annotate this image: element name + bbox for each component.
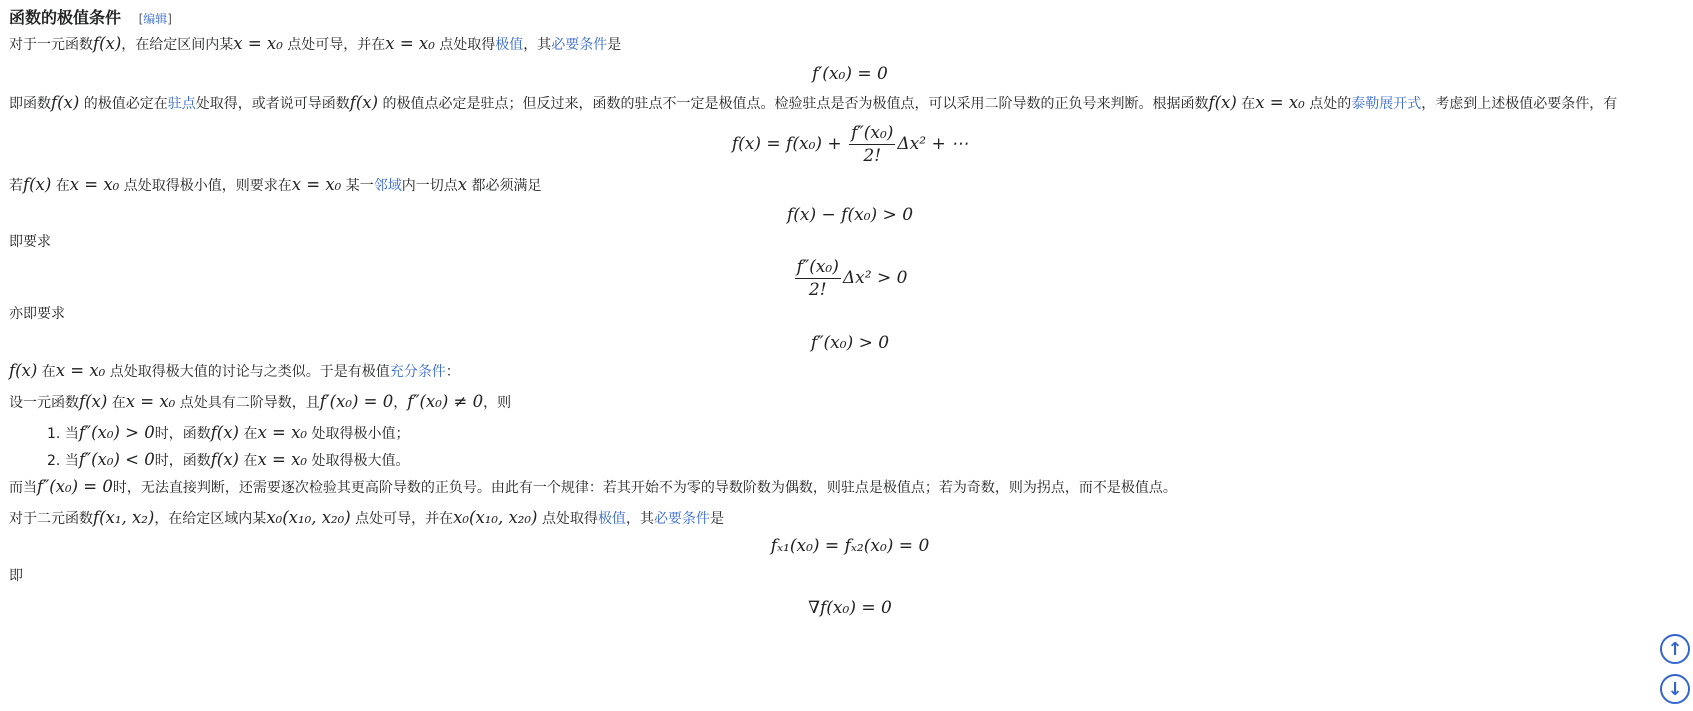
paragraph-3: 若f(x) 在x = x₀ 点处取得极小值，则要求在x = x₀ 某一邻域内一切点x 都必须满足 — [9, 175, 542, 194]
list-item: 2. 当f″(x₀) < 0时，函数f(x) 在x = x₀ 处取得极大值。 — [47, 450, 410, 469]
scroll-up-button[interactable] — [1660, 634, 1690, 664]
link-necessary-condition[interactable]: 必要条件 — [551, 37, 608, 53]
equation-1: f′(x₀) = 0 — [812, 64, 888, 84]
scroll-down-button[interactable] — [1660, 674, 1690, 704]
sufficient-conditions-list — [9, 423, 1679, 471]
equation-7: ∇f(x₀) = 0 — [808, 598, 892, 618]
paragraph-2: 即函数f(x) 的极值必定在驻点处取得，或者说可导函数f(x) 的极值点必定是驻点；但反过来，函数的驻点不一定是极值点。检验驻点是否为极值点，可以采用二阶导数的正负号来判断。根据函数f(x) 在x = x₀ 点处的泰勒展开式，考虑到上述极值必要条件，有 — [9, 93, 1618, 112]
list-item: 1. 当f″(x₀) > 0时，函数f(x) 在x = x₀ 处取得极小值； — [47, 423, 410, 442]
link-extremum-2[interactable]: 极值 — [597, 511, 626, 527]
arrow-up-icon: ↑ — [1667, 638, 1683, 660]
equation-3: f(x) − f(x₀) > 0 — [786, 205, 914, 225]
paragraph-5: 亦即要求 — [9, 306, 65, 322]
paragraph-9: 对于二元函数f(x₁, x₂)，在给定区域内某x₀(x₁₀, x₂₀) 点处可导，并在x₀(x₁₀, x₂₀) 点处取得极值，其必要条件是 — [9, 508, 724, 527]
equation-5: f″(x₀) > 0 — [810, 333, 890, 353]
link-extremum[interactable]: 极值 — [495, 37, 524, 53]
paragraph-8: 而当f″(x₀) = 0时，无法直接判断，还需要逐次检验其更高阶导数的正负号。由此有一个规律：若其开始不为零的导数阶数为偶数，则驻点是极值点；若为奇数，则为拐点，而不是极值点。 — [9, 477, 1177, 496]
link-taylor-expansion[interactable]: 泰勒展开式 — [1351, 96, 1422, 112]
paragraph-7: 设一元函数f(x) 在x = x₀ 点处具有二阶导数，且f′(x₀) = 0，f″(x₀) ≠ 0，则 — [9, 392, 512, 411]
equation-6: fₓ₁(x₀) = fₓ₂(x₀) = 0 — [770, 536, 930, 556]
arrow-down-icon: ↓ — [1667, 678, 1683, 700]
paragraph-10: 即 — [9, 568, 23, 584]
section-title: 函数的极值条件 — [9, 8, 122, 27]
edit-link[interactable]: 编辑 — [143, 12, 168, 26]
paragraph-4: 即要求 — [9, 234, 51, 250]
edit-section: [编辑] — [138, 12, 172, 26]
link-neighborhood[interactable]: 邻域 — [373, 178, 402, 194]
equation-4: $\frac{\text{f″(x₀)}}{2!}$ Δx² > 0 — [796, 257, 908, 300]
link-stationary-point[interactable]: 驻点 — [167, 96, 196, 112]
section-heading — [9, 6, 1679, 34]
equation-2: f(x) = f(x₀) + $\frac{\text{f″(x₀)}}{2!}$ Δx² + ⋯ — [731, 123, 969, 166]
article-content — [9, 6, 1679, 618]
link-necessary-condition-2[interactable]: 必要条件 — [653, 511, 710, 527]
paragraph-6: f(x) 在x = x₀ 点处取得极大值的讨论与之类似。于是有极值充分条件： — [9, 361, 460, 380]
paragraph-1: 对于一元函数f(x)，在给定区间内某x = x₀ 点处可导，并在x = x₀ 点处取得极值，其必要条件是 — [9, 34, 622, 53]
link-sufficient-condition[interactable]: 充分条件 — [389, 364, 446, 380]
